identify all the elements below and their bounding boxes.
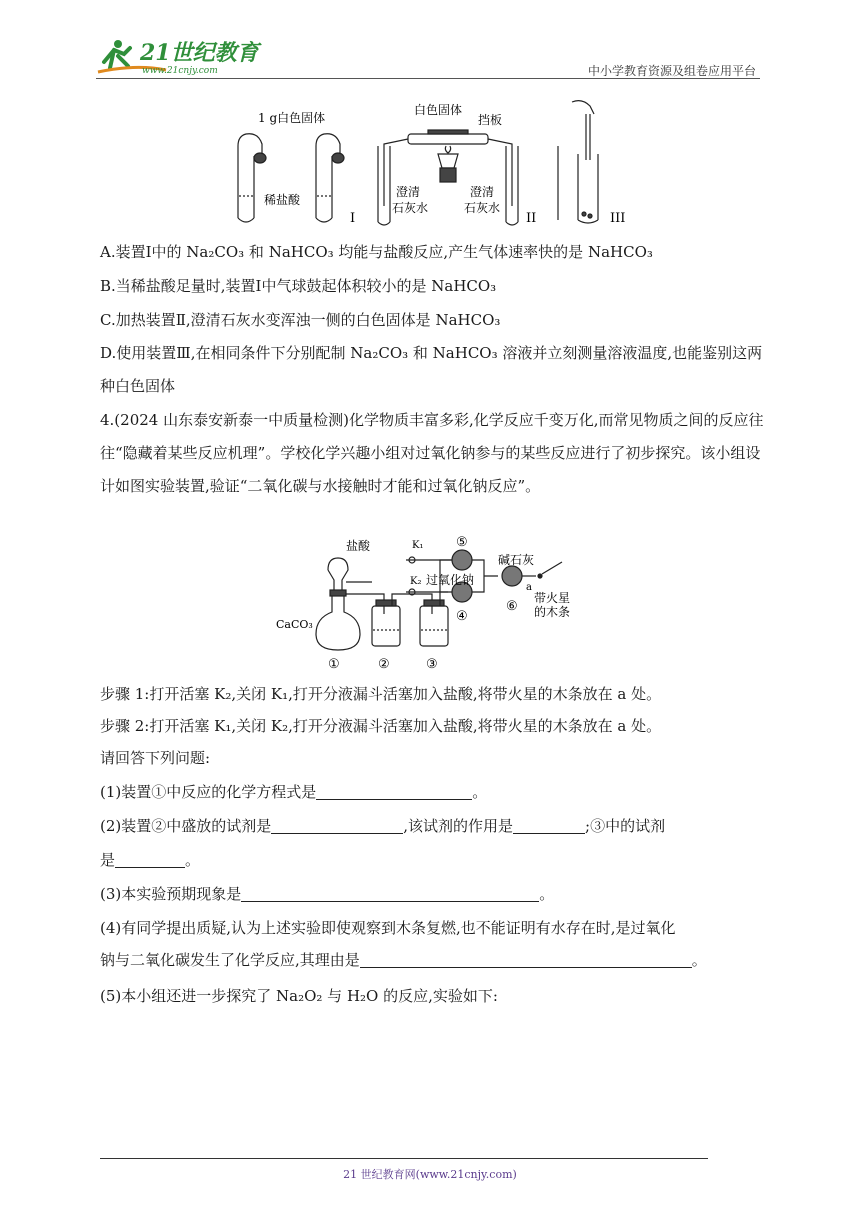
- footer-text: 21 世纪教育网(www.21cnjy.com): [343, 1168, 517, 1181]
- label-n5: ⑤: [456, 535, 468, 550]
- answer-blank-3[interactable]: [241, 887, 539, 902]
- label-white-solid: 白色固体: [414, 103, 463, 117]
- label-limewater-left-2: 石灰水: [392, 201, 429, 215]
- soda-lime-tube-6: [502, 566, 522, 586]
- label-apparatus-ii: II: [526, 211, 537, 226]
- separatory-funnel: [328, 558, 348, 590]
- site-logo: [96, 36, 296, 76]
- label-n2: ②: [378, 657, 390, 672]
- label-apparatus-iii: III: [610, 211, 626, 226]
- heating-tube: [408, 134, 488, 144]
- label-splint-2: 的木条: [534, 605, 571, 619]
- answer-prompt: 请回答下列问题:: [100, 749, 211, 767]
- page-header: [96, 32, 760, 80]
- na2o2-tube-5: [452, 550, 472, 570]
- answer-blank-2c[interactable]: [115, 853, 185, 868]
- header-divider: [96, 78, 760, 79]
- answer-blank-2b[interactable]: [513, 819, 585, 834]
- subquestion-4-line-1: (4)有同学提出质疑,认为上述实验即使观察到木条复燃,也不能证明有水存在时,是过氧化: [100, 919, 676, 937]
- label-hcl: 盐酸: [346, 539, 371, 553]
- label-sodium-peroxide: 过氧化钠: [426, 573, 475, 587]
- test-tube-iii: [578, 154, 598, 223]
- step-2: 步骤 2:打开活塞 K₁,关闭 K₂,打开分液漏斗活塞加入盐酸,将带火星的木条放在 a 处。: [100, 717, 662, 735]
- tube-i-left: [238, 134, 262, 218]
- label-k1: K₁: [412, 540, 424, 551]
- platform-name: 中小学教育资源及组卷应用平台: [587, 64, 756, 78]
- subquestion-3: (3)本实验预期现象是 。: [100, 885, 555, 903]
- label-apparatus-i: I: [350, 211, 356, 226]
- option-d: D.使用装置Ⅲ,在相同条件下分别配制 Na₂CO₃ 和 NaHCO₃ 溶液并立刻测量溶液温度,也能鉴别这两种白色固体: [100, 344, 763, 395]
- subquestion-4-line-2: 钠与二氧化碳发生了化学反应,其理由是 。: [100, 951, 707, 969]
- option-a: A.装置Ⅰ中的 Na₂CO₃ 和 NaHCO₃ 均能与盐酸反应,产生气体速率快的是 NaHCO₃: [100, 243, 653, 261]
- label-1g-white-solid: 1 g白色固体: [258, 111, 326, 125]
- label-n1: ①: [328, 657, 340, 672]
- label-limewater-right-1: 澄清: [470, 185, 495, 199]
- option-b: B.当稀盐酸足量时,装置Ⅰ中气球鼓起体积较小的是 NaHCO₃: [100, 277, 497, 295]
- label-n6: ⑥: [506, 599, 518, 614]
- step-1: 步骤 1:打开活塞 K₂,关闭 K₁,打开分液漏斗活塞加入盐酸,将带火星的木条放在 a 处。: [100, 685, 662, 703]
- apparatus-figure-2: [276, 534, 576, 674]
- footer-divider: [100, 1158, 708, 1159]
- label-soda-lime: 碱石灰: [498, 553, 535, 567]
- label-k2: K₂: [410, 576, 422, 587]
- alcohol-lamp: [438, 154, 458, 168]
- apparatus-figure-1: [228, 96, 648, 230]
- subquestion-2-line-1: (2)装置②中盛放的试剂是 ,该试剂的作用是 ;③中的试剂: [100, 817, 666, 835]
- answer-blank-4[interactable]: [360, 953, 692, 968]
- hand-dropper: [572, 101, 594, 114]
- answer-blank-1[interactable]: [316, 785, 472, 800]
- label-baffle: 挡板: [478, 113, 503, 127]
- balloon-solid-right: [332, 153, 344, 163]
- logo-main-text: 21世纪教育: [140, 40, 259, 66]
- answer-blank-2a[interactable]: [271, 819, 403, 834]
- subquestion-1: (1)装置①中反应的化学方程式是 。: [100, 783, 488, 801]
- glowing-splint: [542, 562, 562, 574]
- subquestion-5: (5)本小组还进一步探究了 Na₂O₂ 与 H₂O 的反应,实验如下:: [100, 987, 498, 1005]
- flask-1: [316, 596, 360, 650]
- label-caco3: CaCO₃: [276, 618, 313, 631]
- tube-i-right: [316, 134, 340, 218]
- label-limewater-right-2: 石灰水: [464, 201, 501, 215]
- label-dilute-hcl: 稀盐酸: [264, 193, 301, 207]
- bottle-2: [372, 606, 400, 646]
- subquestion-2-line-2: 是 。: [100, 851, 201, 869]
- logo-url-text: www.21cnjy.com: [142, 66, 218, 76]
- question-4-stem: 4.(2024 山东泰安新泰一中质量检测)化学物质丰富多彩,化学反应千变万化,而常见物质之间的反应往往“隐藏着某些反应机理”。学校化学兴趣小组对过氧化钠参与的某些反应进行了初步探究。该小组设计如图实验装置,验证“二氧化碳与水接触时才能和过氧化钠反应”。: [100, 411, 764, 495]
- label-splint-1: 带火星: [534, 591, 571, 605]
- label-n4: ④: [456, 609, 468, 624]
- balloon-solid-left: [254, 153, 266, 163]
- bottle-3: [420, 606, 448, 646]
- option-c: C.加热装置Ⅱ,澄清石灰水变浑浊一侧的白色固体是 NaHCO₃: [100, 311, 501, 329]
- label-limewater-left-1: 澄清: [396, 185, 421, 199]
- label-point-a: a: [526, 582, 532, 593]
- label-n3: ③: [426, 657, 438, 672]
